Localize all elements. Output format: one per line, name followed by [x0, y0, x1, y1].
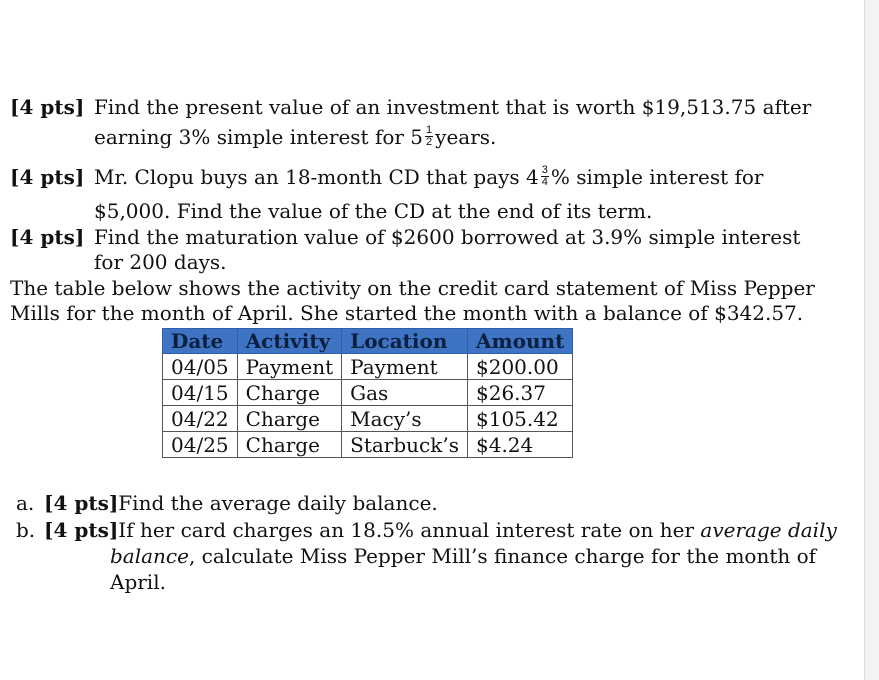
- q2-fraction: [541, 165, 549, 188]
- part-a-points: [4 pts]: [44, 491, 119, 515]
- cell-amount: $200.00: [468, 354, 573, 380]
- q1-line2: [94, 124, 496, 150]
- intro-line2: Mills for the month of April. She started the month with a balance of $342.57.: [10, 301, 804, 325]
- cell-location: Payment: [342, 354, 468, 380]
- part-b-line1: [16, 517, 837, 543]
- part-b-question-1: If her card charges an 18.5% annual interest rate on her: [118, 518, 701, 542]
- part-b-points: [4 pts]: [44, 518, 119, 542]
- q2-line1: [10, 164, 764, 190]
- table-row: [163, 354, 573, 380]
- q2-line2: $5,000. Find the value of the CD at the end of its term.: [94, 199, 653, 223]
- part-a-marker: a.: [16, 491, 35, 515]
- cell-location: Gas: [342, 380, 468, 406]
- q3-points: [4 pts]: [10, 225, 85, 249]
- cell-activity: Charge: [237, 432, 342, 458]
- header-activity: Activity: [237, 329, 342, 354]
- q1-text-2a: earning 3% simple interest for 5: [94, 125, 424, 149]
- table-header-row: [163, 329, 573, 354]
- q1-text-2b: years.: [435, 125, 497, 149]
- part-b-question-2: , calculate Miss Pepper Mill’s finance charge for the month of: [188, 544, 817, 568]
- q2-fraction-denominator: 4: [541, 176, 548, 188]
- q1-fraction: [425, 125, 433, 148]
- cell-activity: Payment: [237, 354, 342, 380]
- q1-line1: [10, 94, 812, 120]
- part-a-text: [44, 490, 438, 516]
- q1-text-1: Find the present value of an investment that is worth $19,513.75 after: [94, 95, 812, 119]
- cell-activity: Charge: [237, 380, 342, 406]
- part-b-line3: April.: [110, 570, 166, 594]
- intro-line1: The table below shows the activity on the credit card statement of Miss Pepper: [10, 276, 815, 300]
- part-b-emphasis-1: average daily: [700, 518, 837, 542]
- q2-text-1a: Mr. Clopu buys an 18-month CD that pays 4: [94, 165, 539, 189]
- part-b-emphasis-2: balance: [110, 544, 189, 568]
- q2-points: [4 pts]: [10, 165, 85, 189]
- q1-points: [4 pts]: [10, 95, 85, 119]
- part-a-question: Find the average daily balance.: [118, 491, 438, 515]
- q1-fraction-denominator: 2: [426, 136, 433, 148]
- cell-date: 04/25: [163, 432, 238, 458]
- credit-card-activity-table: [162, 328, 573, 458]
- header-location: Location: [342, 329, 468, 354]
- cell-amount: $105.42: [468, 406, 573, 432]
- header-date: Date: [163, 329, 238, 354]
- q3-line1: [10, 224, 801, 250]
- cell-amount: $4.24: [468, 432, 573, 458]
- part-b-marker: b.: [16, 518, 36, 542]
- part-b-line2: [110, 543, 816, 569]
- right-scroll-edge: [864, 0, 879, 680]
- table-row: [163, 380, 573, 406]
- q2-text-1b: % simple interest for: [550, 165, 764, 189]
- cell-activity: Charge: [237, 406, 342, 432]
- cell-location: Macy’s: [342, 406, 468, 432]
- cell-location: Starbuck’s: [342, 432, 468, 458]
- cell-date: 04/05: [163, 354, 238, 380]
- cell-date: 04/22: [163, 406, 238, 432]
- q1-fraction-numerator: 1: [426, 124, 433, 136]
- part-a-line: [16, 490, 438, 516]
- q3-line2: for 200 days.: [94, 250, 227, 274]
- q2-fraction-numerator: 3: [541, 164, 548, 176]
- cell-date: 04/15: [163, 380, 238, 406]
- q2-text-1: [94, 164, 764, 190]
- table-row: [163, 406, 573, 432]
- header-amount: Amount: [468, 329, 573, 354]
- q3-text-1: Find the maturation value of $2600 borrowed at 3.9% simple interest: [94, 225, 801, 249]
- part-b-text-1: [44, 517, 837, 543]
- cell-amount: $26.37: [468, 380, 573, 406]
- table-row: [163, 432, 573, 458]
